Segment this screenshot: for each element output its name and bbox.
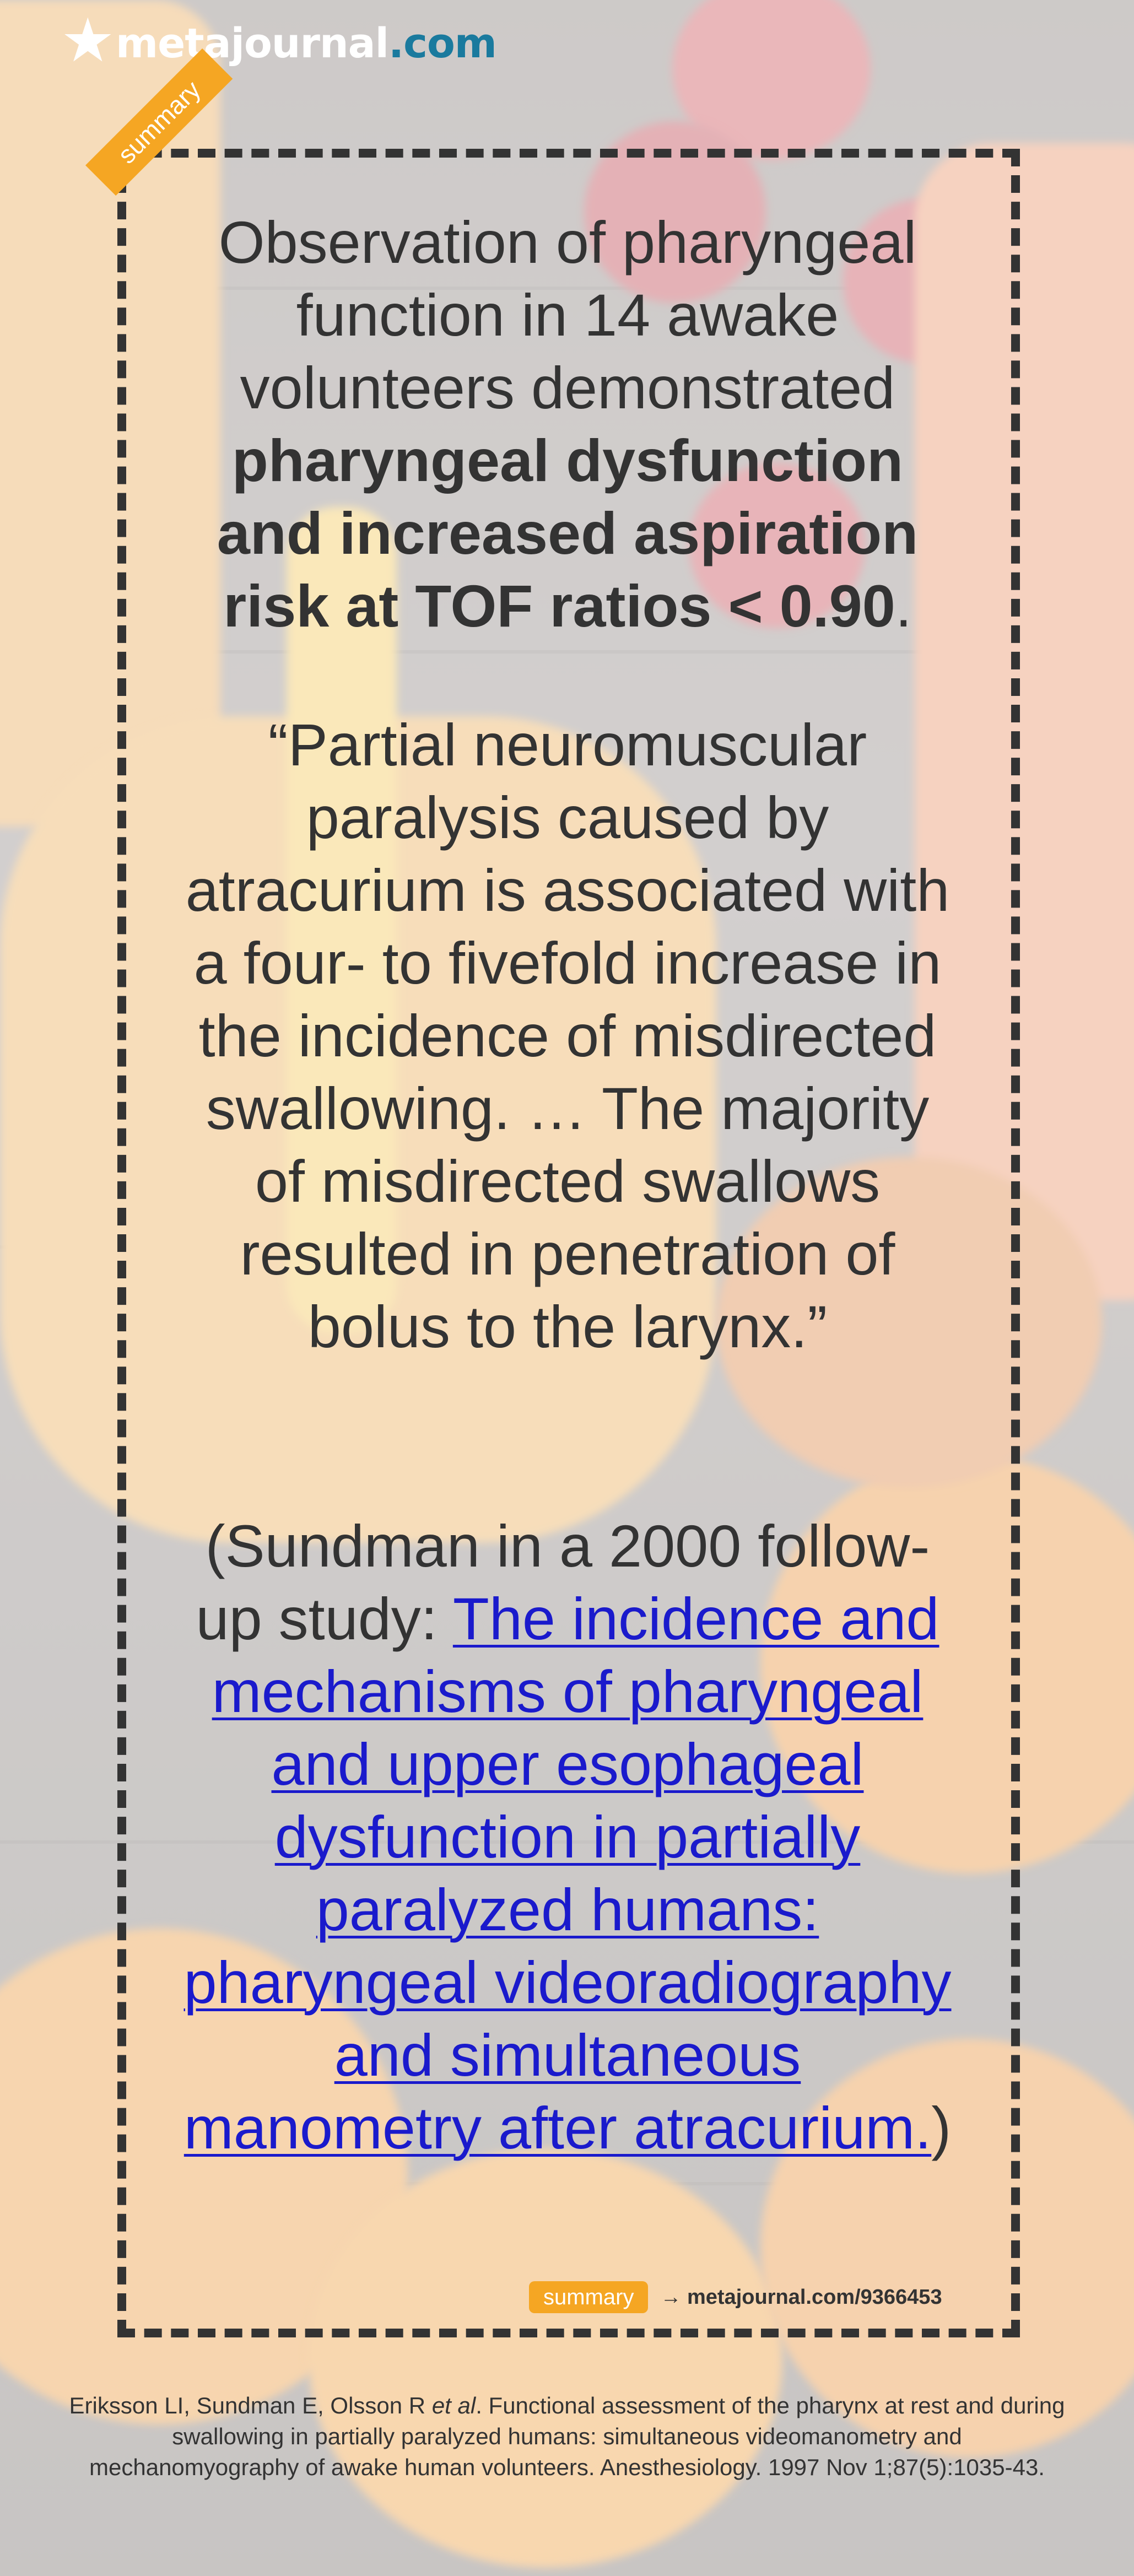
citation-etal: et al <box>431 2393 476 2418</box>
followup-suffix: ) <box>931 2094 952 2161</box>
citation <box>66 2390 1068 2483</box>
summary-tail: . <box>895 573 912 639</box>
brand-name: metajournal <box>116 20 388 67</box>
followup-note <box>182 1510 953 2164</box>
summary-key-finding: pharyngeal dysfunction and increased aspiration risk at TOF ratios < 0.90 <box>217 427 919 639</box>
summary-pill[interactable]: summary <box>529 2281 648 2313</box>
brand-tld: .com <box>388 20 496 67</box>
star-icon: ★ <box>61 5 115 75</box>
followup-prefix: (Sundman in a 2000 follow-up study: <box>196 1513 930 1652</box>
followup-study-link[interactable]: The incidence and mechanisms of pharyngeal and upper esophageal dysfunction in partially paralyzed humans: pharyngeal videoradiography and simultaneous manometry after atracurium. <box>183 1585 952 2161</box>
summary-corner-tag: summary <box>85 48 233 196</box>
brand-logo[interactable] <box>61 5 496 75</box>
summary-url[interactable]: → metajournal.com/9366453 <box>660 2285 942 2309</box>
citation-details: . Functional assessment of the pharynx at rest and during swallowing in partially paralyzed humans: simultaneous videomanometry and mechanomyography of awake human volunteers. Anesthesiology. 1997 Nov 1;87(5):1035-43. <box>89 2393 1065 2480</box>
summary-lead-text: Observation of pharyngeal function in 14 awake volunteers demonstrated <box>218 209 917 421</box>
summary-statement <box>182 206 953 642</box>
citation-authors: Eriksson LI, Sundman E, Olsson R <box>69 2393 432 2418</box>
summary-footer-link[interactable] <box>529 2281 942 2313</box>
study-quote: “Partial neuromuscular paralysis caused by atracurium is associated with a four- to fivefold increase in the incidence of misdirected swallowing. … The majority of misdirected swallows resulted in penetration of bolus to the larynx.” <box>185 711 950 1360</box>
